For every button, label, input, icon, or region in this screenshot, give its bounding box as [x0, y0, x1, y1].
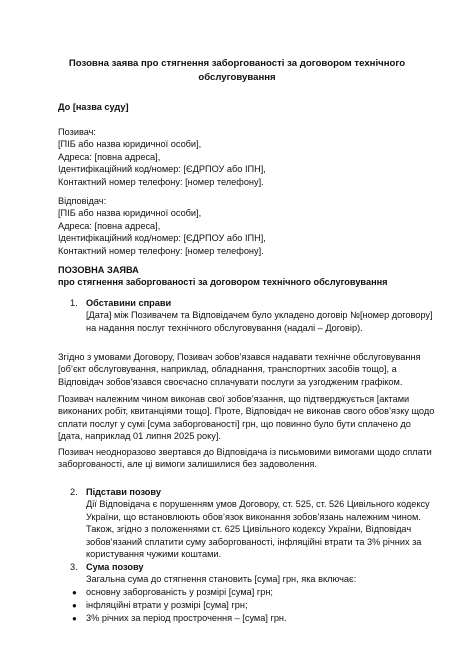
plaintiff-address: Адреса: [повна адреса], — [58, 151, 161, 162]
bullet-item: 3% річних за період прострочення – [сума] грн. — [86, 613, 287, 623]
section-3 — [86, 561, 422, 586]
defendant-address: Адреса: [повна адреса], — [58, 220, 161, 231]
section-3-title: Сума позову — [86, 562, 144, 572]
section-2-number: 2. — [70, 487, 78, 497]
claim-subheading: про стягнення заборгованості за договором технічного обслуговування — [58, 277, 388, 288]
plaintiff-phone: Контактний номер телефону: [номер телефону]. — [58, 176, 264, 187]
bullet-icon: ● — [72, 614, 77, 623]
paragraph-performance — [58, 393, 435, 443]
bullet-icon: ● — [72, 601, 77, 610]
section-2-line: зобов’язаний сплатити суму заборгованості, інфляційні втрати та 3% річних за — [86, 536, 422, 547]
paragraph-line: заборгованості, але ці вимоги залишилися без задоволення. — [58, 459, 317, 470]
paragraph-line: Відповідач зобов’язався своєчасно сплачувати послуги за узгодженим графіком. — [58, 376, 403, 387]
section-2-line: Дії Відповідача є порушенням умов Договору, ст. 525, ст. 526 Цивільного кодексу — [86, 499, 430, 510]
paragraph-line: виконаних робіт, квитанціями тощо]. Проте, Відповідач не виконав свого обов’язку щодо — [58, 406, 435, 417]
document-title — [58, 57, 416, 85]
paragraph-terms — [58, 351, 422, 388]
title-line-1: Позовна заява про стягнення заборгованості за договором технічного — [68, 58, 406, 69]
claim-heading-block — [58, 264, 424, 289]
bullet-icon: ● — [72, 588, 77, 597]
section-1-number: 1. — [70, 298, 78, 308]
defendant-name: [ПІБ або назва юридичної особи], — [58, 208, 202, 219]
defendant-phone: Контактний номер телефону: [номер телефону]. — [58, 245, 264, 256]
plaintiff-block — [58, 126, 424, 188]
defendant-label: Відповідач: — [58, 196, 107, 206]
paragraph-line: Згідно з умовами Договору, Позивач зобов’язався надавати технічне обслуговування — [58, 352, 421, 362]
paragraph-demands — [58, 446, 432, 471]
section-3-number: 3. — [70, 562, 78, 572]
bullet-item: основну заборгованість у розмірі [сума] грн; — [86, 587, 273, 597]
paragraph-line: [об’єкт обслуговування, наприклад, обладнання, транспортних засобів тощо], а — [58, 364, 397, 375]
section-1-line: на надання послуг технічного обслуговування (надалі – Договір). — [86, 322, 363, 333]
plaintiff-name: [ПІБ або назва юридичної особи], — [58, 139, 202, 150]
section-1 — [86, 297, 433, 334]
section-2-title: Підстави позову — [86, 487, 161, 497]
claim-heading: ПОЗОВНА ЗАЯВА — [58, 265, 139, 275]
section-2 — [86, 486, 430, 560]
plaintiff-label: Позивач: — [58, 127, 96, 137]
paragraph-line: [дата, наприклад 01 липня 2025 року]. — [58, 431, 221, 442]
paragraph-line: сплати послуг у сумі [сума заборгованості] грн, що повинно було бути сплачено до — [58, 418, 411, 429]
section-1-title: Обставини справи — [86, 298, 172, 308]
paragraph-line: Позивач неодноразово звертався до Відповідача із письмовими вимогами щодо сплати — [58, 447, 432, 457]
paragraph-line: Позивач належним чином виконав свої зобов’язання, що підтверджується [актами — [58, 394, 410, 404]
section-2-line: України, що встановлюють обов’язок виконання зобов’язань належним чином. — [86, 511, 421, 522]
court-field: До [назва суду] — [58, 102, 129, 112]
plaintiff-id: Ідентифікаційний код/номер: [ЄДРПОУ або ІПН], — [58, 164, 266, 175]
section-2-line: Також, згідно з положеннями ст. 625 Цивільного кодексу України, Відповідач — [86, 524, 412, 535]
section-3-line: Загальна сума до стягнення становить [сума] грн, яка включає: — [86, 574, 357, 585]
defendant-block — [58, 195, 424, 257]
title-line-2: обслуговування — [198, 71, 276, 83]
section-2-line: користування чужими коштами. — [86, 549, 222, 560]
bullet-item: інфляційні втрати у розмірі [сума] грн; — [86, 600, 248, 610]
section-1-line: [Дата] між Позивачем та Відповідачем було укладено договір №[номер договору] — [86, 310, 433, 321]
defendant-id: Ідентифікаційний код/номер: [ЄДРПОУ або ІПН], — [58, 233, 266, 244]
